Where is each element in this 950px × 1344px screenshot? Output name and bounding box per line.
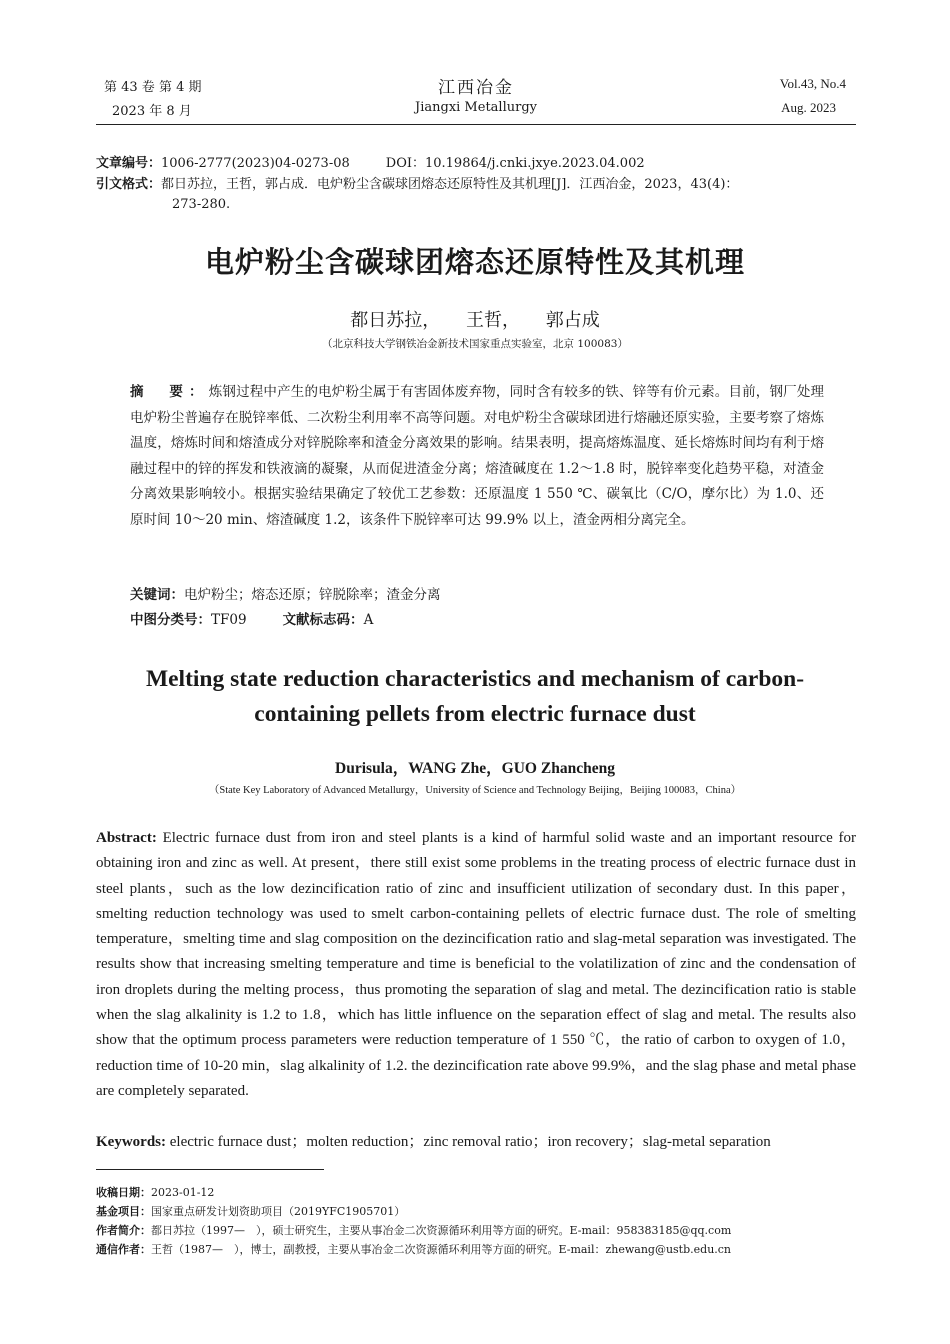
- citation-label: 引文格式：: [96, 177, 162, 192]
- bio-label: 作者简介：: [96, 1224, 151, 1237]
- footnote-fund: [96, 1203, 856, 1221]
- affiliation-cn: （北京科技大学钢铁冶金新技术国家重点实验室，北京 100083）: [322, 338, 628, 350]
- bio-text: 都日苏拉（1997— ），硕士研究生，主要从事冶金二次资源循环利用等方面的研究。E-mail：958383185@qq.com: [151, 1224, 732, 1237]
- citation-block: [96, 175, 856, 215]
- paper-title-en: Melting state reduction characteristics and mechanism of carbon-containing pellets from electric furnace dust: [145, 666, 805, 727]
- keywords-en-text: electric furnace dust；molten reduction；zinc removal ratio；iron recovery；slag-metal separation: [169, 1134, 771, 1150]
- article-no: 1006-2777(2023)04-0273-08: [161, 156, 350, 171]
- author-cn: 郭占成: [545, 310, 600, 331]
- abstract-cn: [130, 380, 824, 533]
- footnote-received: [96, 1184, 856, 1202]
- footnote-divider: [96, 1169, 324, 1170]
- doi: DOI：10.19864/j.cnki.jxye.2023.04.002: [385, 156, 645, 171]
- keywords-en-label: Keywords:: [96, 1134, 166, 1150]
- keywords-en: [96, 1130, 856, 1155]
- running-header: [96, 70, 856, 125]
- affiliation-en: （State Key Laboratory of Advanced Metallurgy，University of Science and Technology Beijing，Beijing 100083，China）: [208, 785, 742, 796]
- journal-name-cn: 江西冶金: [438, 78, 514, 98]
- footnote-corresponding: [96, 1241, 856, 1259]
- date-cn: 2023 年 8 月: [112, 104, 192, 119]
- footnote-author-bio: [96, 1222, 856, 1240]
- abstract-en: [96, 826, 856, 1104]
- doc-code: A: [363, 612, 374, 628]
- keywords-cn-text: 电炉粉尘；熔态还原；锌脱除率；渣金分离: [184, 587, 441, 603]
- keywords-cn: [130, 584, 824, 606]
- author-cn: 王哲，: [466, 310, 520, 331]
- doc-code-label: 文献标志码：: [282, 612, 364, 628]
- fund-text: 国家重点研发计划资助项目（2019YFC1905701）: [151, 1205, 406, 1218]
- abstract-cn-label: 摘 要：: [130, 384, 209, 400]
- keywords-cn-label: 关键词：: [130, 587, 184, 603]
- received-label: 收稿日期：: [96, 1186, 151, 1199]
- date-en: Aug. 2023: [781, 100, 836, 115]
- article-no-label: 文章编号：: [96, 156, 162, 171]
- citation-text: 都日苏拉，王哲，郭占成．电炉粉尘含碳球团熔态还原特性及其机理[J]．江西冶金，2023，43(4)：: [161, 177, 739, 192]
- journal-name-en: Jiangxi Metallurgy: [415, 100, 537, 115]
- classification-line: [130, 609, 824, 631]
- authors-en: Durisula，WANG Zhe，GUO Zhancheng: [335, 760, 615, 777]
- abstract-en-text: Electric furnace dust from iron and steel plants is a kind of harmful solid waste and an important resource for obtaining iron and zinc as well. At present，there still exist some problems in the treating process of electric furnace dust in steel plants，such as the low dezincification ratio of zinc and insufficient utilization of secondary dust. In this paper，smelting reduction technology was used to smelt carbon-containing pellets of electric furnace dust. The role of smelting temperature，smelting time and slag composition on the dezincification ratio and slag-metal separation was investigated. The results show that increasing smelting temperature and time is beneficial to the volatilization of zinc and the condensation of iron droplets during the melting process，thus promoting the separation of slag and metal. The dezincification ratio is stable when the slag alkalinity is 1.2 to 1.8，which has little influence on the separation effect of slag and metal. The results also show that the optimum process parameters were reduction temperature of 1 550 ℃，the ratio of carbon to oxygen of 1.0，reduction time of 10-20 min，slag alkalinity of 1.2. the dezincification rate above 99.9%，and the slag phase and metal phase are completely separated.: [96, 830, 856, 1099]
- volume-issue-en: Vol.43, No.4: [779, 76, 846, 91]
- fund-label: 基金项目：: [96, 1205, 151, 1218]
- authors-cn: [0, 306, 950, 332]
- received-date: 2023-01-12: [151, 1186, 215, 1199]
- class-no: TF09: [211, 612, 247, 628]
- article-meta-line: [96, 154, 856, 174]
- abstract-en-label: Abstract:: [96, 830, 157, 846]
- corr-label: 通信作者：: [96, 1243, 151, 1256]
- class-label: 中图分类号：: [130, 612, 211, 628]
- abstract-cn-text: 炼钢过程中产生的电炉粉尘属于有害固体废弃物，同时含有较多的铁、锌等有价元素。目前，钢厂处理电炉粉尘普遍存在脱锌率低、二次粉尘利用率不高等问题。对电炉粉尘含碳球团进行熔融还原实验，主要考察了熔炼温度，熔炼时间和熔渣成分对锌脱除率和渣金分离效果的影响。结果表明，提高熔炼温度、延长熔炼时间均有利于熔融过程中的锌的挥发和铁液滴的凝聚，从而促进渣金分离；熔渣碱度在 1.2～1.8 时，脱锌率变化趋势平稳，对渣金分离效果影响较小。根据实验结果确定了较优工艺参数：还原温度 1 550 ℃、碳氧比（C/O，摩尔比）为 1.0、还原时间 10～20 min、熔渣碱度 1.2，该条件下脱锌率可达 99.9% 以上，渣金两相分离完全。: [130, 384, 825, 528]
- volume-issue-cn: 第 43 卷 第 4 期: [104, 80, 202, 95]
- author-cn: 都日苏拉，: [350, 310, 441, 331]
- paper-title-cn: 电炉粉尘含碳球团熔态还原特性及其机理: [204, 245, 745, 279]
- corr-text: 王哲（1987— ），博士，副教授，主要从事冶金二次资源循环利用等方面的研究。E-mail：zhewang@ustb.edu.cn: [151, 1243, 732, 1256]
- citation-pages: 273-280.: [172, 197, 231, 212]
